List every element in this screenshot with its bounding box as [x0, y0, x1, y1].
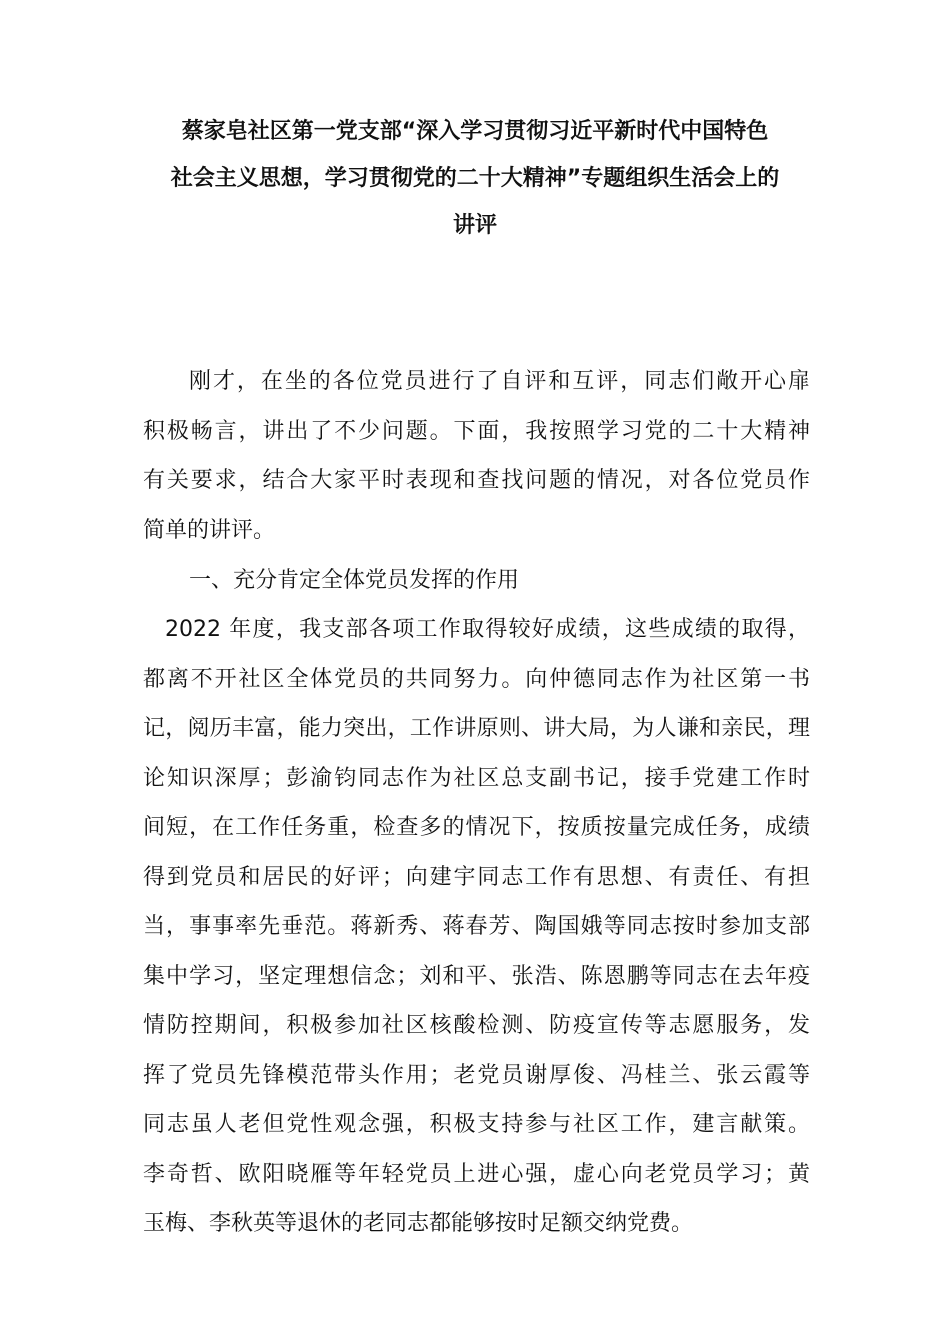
paragraph-line: 论知识深厚；彭渝钧同志作为社区总支副书记，接手党建工作时 — [143, 765, 810, 791]
paragraph-line: 李奇哲、欧阳晓雁等年轻党员上进心强，虚心向老党员学习；黄 — [143, 1161, 810, 1187]
title-line-2: 社会主义思想，学习贯彻党的二十大精神”专题组织生活会上的 — [170, 166, 780, 191]
paragraph-line: 集中学习，坚定理想信念；刘和平、张浩、陈恩鹏等同志在去年疫 — [143, 963, 810, 989]
paragraph-opening — [143, 357, 810, 555]
paragraph-line: 当，事事率先垂范。蒋新秀、蒋春芳、陶国娥等同志按时参加支部 — [143, 914, 810, 939]
paragraph-line: 情防控期间，积极参加社区核酸检测、防疫宣传等志愿服务，发 — [143, 1013, 810, 1038]
paragraph-line: 记，阅历丰富，能力突出，工作讲原则、讲大局，为人谦和亲民，理 — [143, 716, 810, 741]
section-heading-text: 一、充分肯定全体党员发挥的作用 — [189, 568, 520, 593]
title-line-3: 讲评 — [452, 213, 497, 238]
paragraph-line: 得到党员和居民的好评；向建宇同志工作有思想、有责任、有担 — [143, 864, 810, 890]
paragraph-line: 刚才，在坐的各位党员进行了自评和互评，同志们敞开心扉 — [189, 369, 810, 394]
paragraph-line: 有关要求，结合大家平时表现和查找问题的情况，对各位党员作 — [143, 468, 810, 493]
paragraph-line: 都离不开社区全体党员的共同努力。向仲德同志作为社区第一书 — [143, 666, 810, 692]
paragraph-line: 玉梅、李秋英等退休的老同志都能够按时足额交纳党费。 — [143, 1211, 694, 1236]
paragraph-achievements — [143, 605, 810, 1249]
title-line-1: 蔡家皂社区第一党支部“深入学习贯彻习近平新时代中国特色 — [181, 119, 769, 144]
document-title — [135, 108, 815, 249]
paragraph-line: 同志虽人老但党性观念强，积极支持参与社区工作，建言献策。 — [143, 1112, 810, 1137]
paragraph-line: 间短，在工作任务重，检查多的情况下，按质按量完成任务，成绩 — [143, 815, 810, 840]
section-heading — [143, 556, 810, 606]
paragraph-line: 简单的讲评。 — [143, 517, 276, 543]
paragraph-line: 积极畅言，讲出了不少问题。下面，我按照学习党的二十大精神 — [143, 418, 810, 444]
paragraph-line: 挥了党员先锋模范带头作用；老党员谢厚俊、冯桂兰、张云霞等 — [143, 1062, 810, 1088]
paragraph-line: 2022 年度，我支部各项工作取得较好成绩，这些成绩的取得， — [165, 617, 810, 642]
